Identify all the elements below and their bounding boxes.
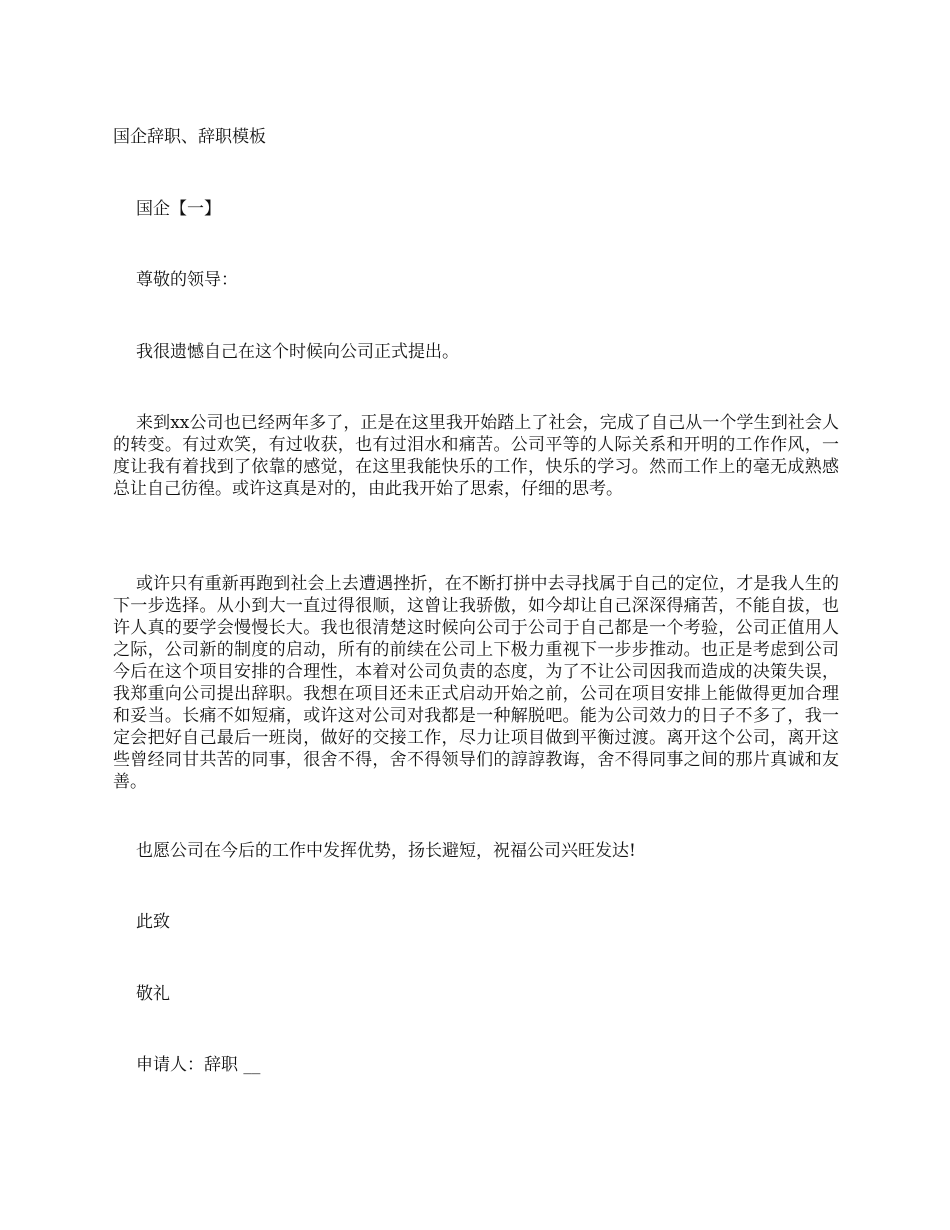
intro-paragraph: 我很遗憾自己在这个时候向公司正式提出。 [136, 342, 459, 362]
document-title: 国企辞职、辞职模板 [113, 127, 266, 147]
wish-paragraph: 也愿公司在今后的工作中发挥优势，扬长避短，祝福公司兴旺发达! [136, 841, 636, 861]
salutation: 尊敬的领导： [136, 270, 238, 290]
closing-line-1: 此致 [136, 912, 170, 932]
section-heading: 国企【一】 [136, 199, 221, 219]
signature-line: 申请人：辞职 __ [136, 1055, 261, 1075]
closing-line-2: 敬礼 [136, 984, 170, 1004]
body-paragraph-1: 来到xx公司也已经两年多了，正是在这里我开始踏上了社会，完成了自己从一个学生到社会人的转变。有过欢笑，有过收获，也有过泪水和痛苦。公司平等的人际关系和开明的工作作风，一度让我有着找到了依靠的感觉，在这里我能快乐的工作，快乐的学习。然而工作上的毫无成熟感总让自己彷徨。或许这真是对的，由此我开始了思索，仔细的思考。 [113, 413, 839, 499]
body-paragraph-2: 或许只有重新再跑到社会上去遭遇挫折，在不断打拼中去寻找属于自己的定位，才是我人生的下一步选择。从小到大一直过得很顺，这曾让我骄傲，如今却让自己深深得痛苦，不能自拔，也许人真的要学会慢慢长大。我也很清楚这时候向公司于公司于自己都是一个考验，公司正值用人之际，公司新的制度的启动，所有的前续在公司上下极力重视下一步步推动。也正是考虑到公司今后在这个项目安排的合理性，本着对公司负责的态度，为了不让公司因我而造成的决策失误，我郑重向公司提出辞职。我想在项目还未正式启动开始之前，公司在项目安排上能做得更加合理和妥当。长痛不如短痛，或许这对公司对我都是一种解脱吧。能为公司效力的日子不多了，我一定会把好自己最后一班岗，做好的交接工作，尽力让项目做到平衡过渡。离开这个公司，离开这些曾经同甘共苦的同事，很舍不得，舍不得领导们的諄諄教诲，舍不得同事之间的那片真诚和友善。 [113, 574, 839, 792]
